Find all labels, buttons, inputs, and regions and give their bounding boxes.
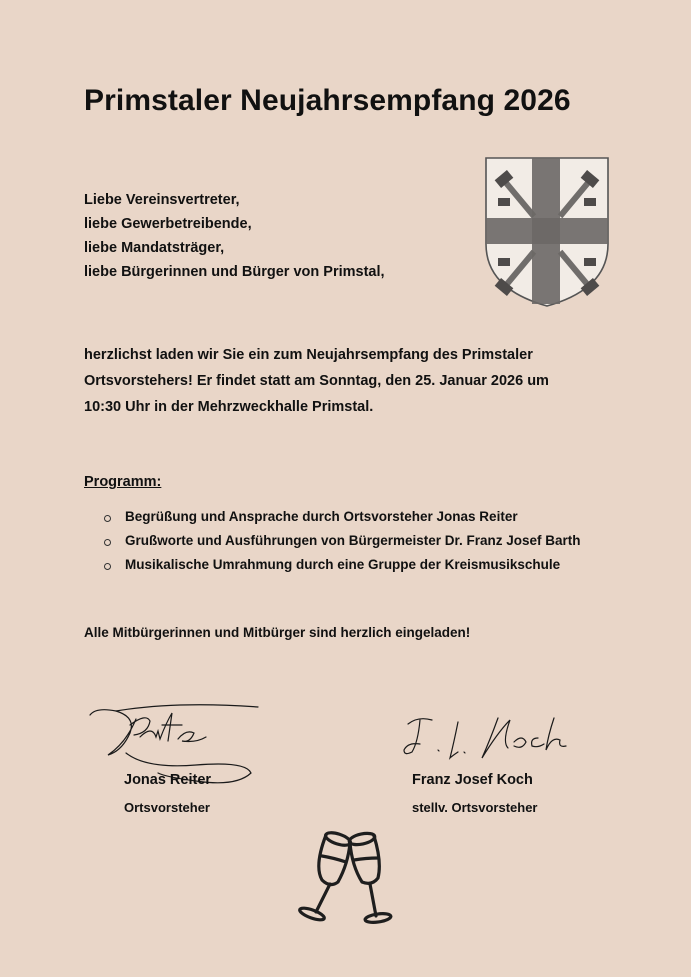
program-item (104, 553, 581, 577)
page-title: Primstaler Neujahrsempfang 2026 (84, 84, 571, 117)
invitation-line: herzlichst laden wir Sie ein zum Neujahrsempfang des Primstaler (84, 347, 533, 363)
program-item (104, 529, 581, 553)
closing-text: Alle Mitbürgerinnen und Mitbürger sind herzlich eingeladen! (84, 625, 471, 640)
bullet-icon (104, 563, 111, 570)
signature-franz-josef-koch (398, 712, 578, 772)
greeting-line: liebe Bürgerinnen und Bürger von Primstal, (84, 264, 385, 280)
program-list (104, 505, 581, 577)
signatory-role: Ortsvorsteher (124, 800, 210, 815)
signatory-role: stellv. Ortsvorsteher (412, 800, 538, 815)
program-item-text: Grußworte und Ausführungen von Bürgermeister Dr. Franz Josef Barth (125, 533, 581, 548)
greeting-line: liebe Gewerbetreibende, (84, 216, 252, 232)
coat-of-arms-icon (482, 154, 612, 309)
bullet-icon (104, 515, 111, 522)
program-item-text: Musikalische Umrahmung durch eine Gruppe der Kreismusikschule (125, 557, 561, 572)
signatory-name: Franz Josef Koch (412, 772, 533, 788)
invitation-line: 10:30 Uhr in der Mehrzweckhalle Primstal. (84, 399, 374, 415)
invitation-line: Ortsvorstehers! Er findet statt am Sonntag, den 25. Januar 2026 um (84, 373, 549, 389)
greeting-line: liebe Mandatsträger, (84, 240, 225, 256)
program-heading: Programm: (84, 474, 162, 490)
greeting-line: Liebe Vereinsvertreter, (84, 192, 240, 208)
signatory-name: Jonas Reiter (124, 772, 212, 788)
greeting-block (84, 188, 385, 284)
champagne-glasses-icon (296, 826, 396, 926)
program-item (104, 505, 581, 529)
bullet-icon (104, 539, 111, 546)
program-item-text: Begrüßung und Ansprache durch Ortsvorsteher Jonas Reiter (125, 509, 518, 524)
invitation-paragraph (84, 342, 624, 420)
